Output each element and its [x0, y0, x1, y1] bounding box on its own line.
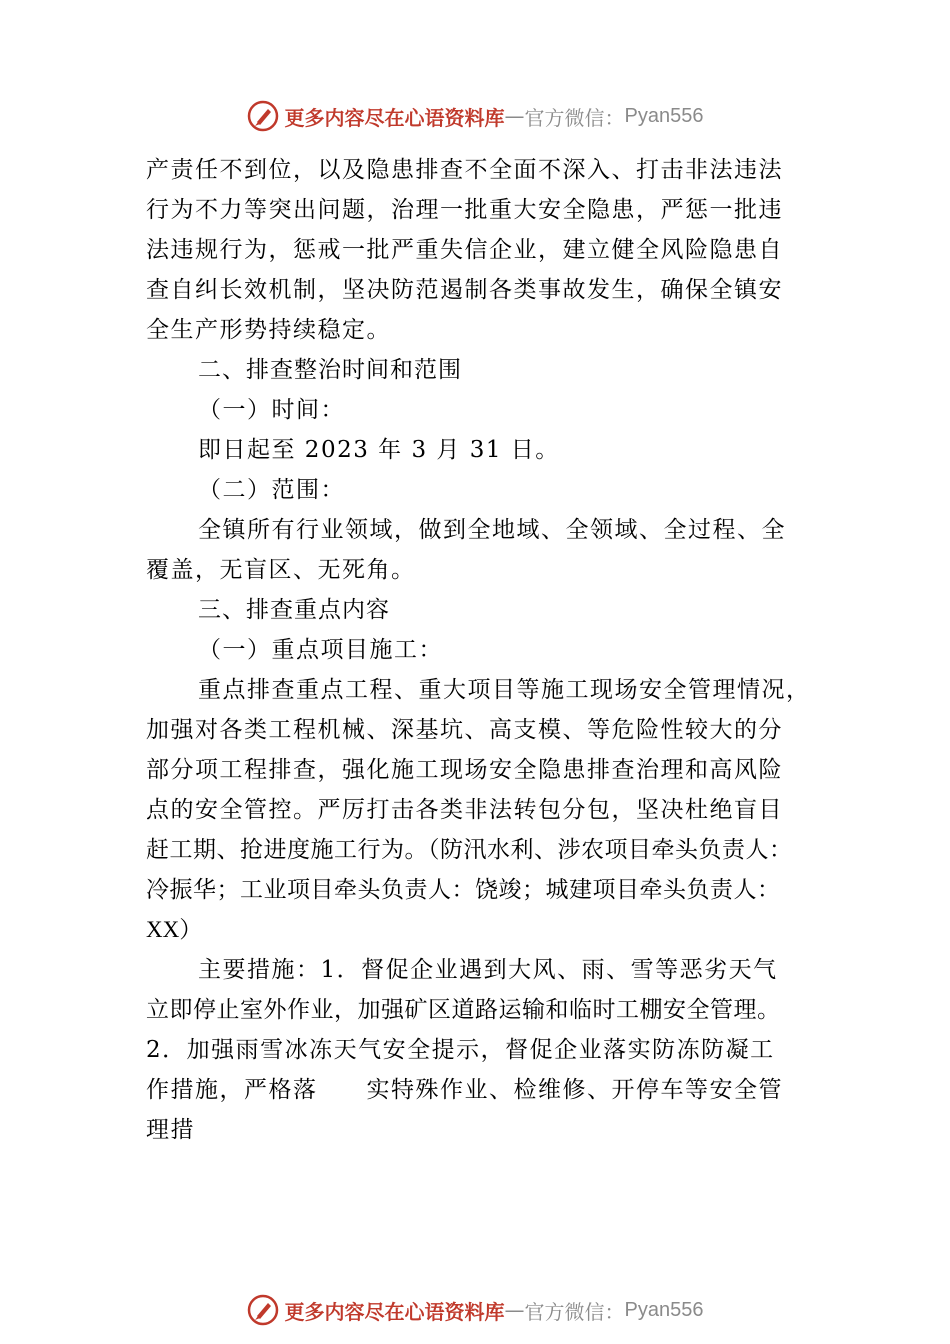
- paragraph-line: 部分项工程排查，强化施工现场安全隐患排查治理和高风险: [146, 757, 783, 783]
- subsection-heading: （二）范围：: [198, 477, 345, 503]
- document-body: [146, 150, 814, 1150]
- paragraph-line: 作措施，严格落 实特殊作业、检维修、开停车等安全管: [146, 1077, 783, 1103]
- paragraph-line: 行为不力等突出问题，治理一批重大安全隐患，严惩一批违: [146, 197, 783, 223]
- banner-dash: —: [504, 104, 525, 128]
- pen-circle-icon: [247, 100, 279, 132]
- wechat-id: Pyan556: [624, 1298, 704, 1321]
- paragraph-line: 全生产形势持续稳定。: [146, 317, 391, 343]
- paragraph-line: 冷振华；工业项目牵头负责人：饶竣；城建项目牵头负责人：: [146, 877, 781, 903]
- paragraph-line: 全镇所有行业领域，做到全地域、全领域、全过程、全: [198, 517, 786, 543]
- paragraph-line: 覆盖，无盲区、无死角。: [146, 557, 416, 583]
- paragraph-line: 重点排查重点工程、重大项目等施工现场安全管理情况，: [198, 677, 811, 703]
- paragraph-line: 点的安全管控。严厉打击各类非法转包分包，坚决杜绝盲目: [146, 797, 783, 823]
- banner-dash: —: [504, 1298, 525, 1322]
- paragraph-line: 查自纠长效机制，坚决防范遏制各类事故发生，确保全镇安: [146, 277, 783, 303]
- brand-name: 更多内容尽在心语资料库: [284, 1299, 505, 1324]
- section-heading: 二、排查整治时间和范围: [198, 357, 462, 383]
- paragraph-line: XX）: [146, 917, 203, 942]
- paragraph-line: 理措: [146, 1117, 195, 1143]
- footer-banner: [0, 1290, 950, 1330]
- wechat-label: 官方微信：: [524, 1299, 625, 1324]
- paragraph-line: 立即停止室外作业，加强矿区道路运输和临时工棚安全管理。: [146, 997, 781, 1023]
- wechat-label: 官方微信：: [524, 105, 625, 130]
- paragraph-line: 加强对各类工程机械、深基坑、高支模、等危险性较大的分: [146, 717, 783, 743]
- subsection-heading: （一）时间：: [198, 397, 345, 423]
- paragraph-line: 主要措施：1．督促企业遇到大风、雨、雪等恶劣天气: [198, 957, 778, 983]
- time-text: 即日起至 2023 年 3 月 31 日。: [198, 437, 560, 463]
- paragraph-line: 法违规行为，惩戒一批严重失信企业，建立健全风险隐患自: [146, 237, 783, 263]
- wechat-id: Pyan556: [624, 104, 704, 127]
- subsection-heading: （一）重点项目施工：: [198, 637, 443, 663]
- paragraph-line: 赶工期、抢进度施工行为。（防汛水利、涉农项目牵头负责人：: [146, 837, 793, 863]
- pen-circle-icon: [247, 1294, 279, 1326]
- brand-name: 更多内容尽在心语资料库: [284, 105, 505, 130]
- section-heading: 三、排查重点内容: [198, 597, 390, 623]
- header-banner: [0, 96, 950, 136]
- paragraph-line: 产责任不到位，以及隐患排查不全面不深入、打击非法违法: [146, 157, 783, 183]
- paragraph-line: 2．加强雨雪冰冻天气安全提示，督促企业落实防冻防凝工: [146, 1037, 775, 1063]
